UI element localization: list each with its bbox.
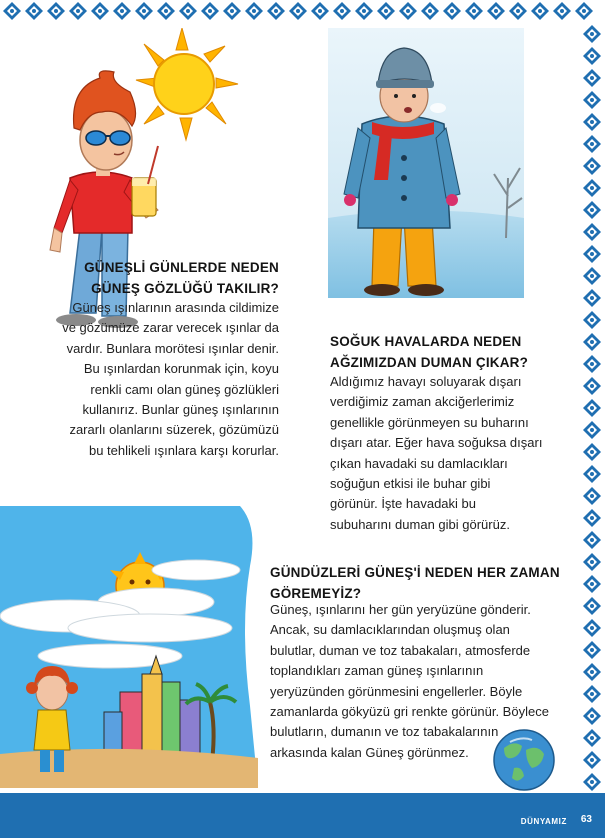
footer-bar bbox=[0, 793, 605, 838]
page-number: 63 bbox=[580, 814, 592, 825]
section-1-body: Güneş ışınlarının arasında cildimize ve gözümüze zarar verecek ışınlar da vardır. Bunlara morötesi ışınlar denir. Bu ışınlardan korunmak için, koyu renkli camı olan güneş gözlükleri kullanırız. Bunlar güneş ışınlarının zararlı olanlarını süzerek, gözümüzü bu tehlikeli ışınlara karşı korurlar. bbox=[62, 300, 279, 458]
section-2-body: Aldığımız havayı soluyarak dışarı verdiğimiz zaman akciğerlerimiz genellikle görünmeyen su buharını dışarı atar. Eğer hava soğuksa dışarı çıkan havadaki su damlacıkları soğuğun etkisi ile buhar gibi görünür. İşte havadaki bu subuharını duman gibi görürüz. bbox=[330, 374, 543, 532]
section-3-body: Güneş, ışınlarını her gün yeryüzüne gönderir. Ancak, su damlacıklarından oluşmuş olan bulutlar, duman ve toz tabakaları, atmosferde toplandıkları zaman güneş ışınlarının yeryüzünden görünmesini engellerler. Böyle zamanlarda gökyüzü gri renkte görünür. Böylece bulutların, dumanın ve toz tabakalarının arkasında kalan Güneş görünmez. bbox=[270, 602, 549, 760]
decorative-border-top bbox=[0, 0, 605, 22]
section-3-title: GÜNDÜZLERİ GÜNEŞ'İ NEDEN HER ZAMAN GÖREMEYİZ? bbox=[270, 565, 560, 601]
section-1-title: GÜNEŞLİ GÜNLERDE NEDEN GÜNEŞ GÖZLÜĞÜ TAKILIR? bbox=[84, 260, 279, 296]
section-2-title: SOĞUK HAVALARDA NEDEN AĞZIMIZDAN DUMAN ÇIKAR? bbox=[330, 334, 529, 370]
cloudy-city-illustration bbox=[0, 506, 258, 788]
decorative-border-right bbox=[578, 22, 605, 792]
footer-section-label: DÜNYAMIZ bbox=[520, 817, 567, 826]
cold-boy-illustration bbox=[328, 28, 524, 298]
